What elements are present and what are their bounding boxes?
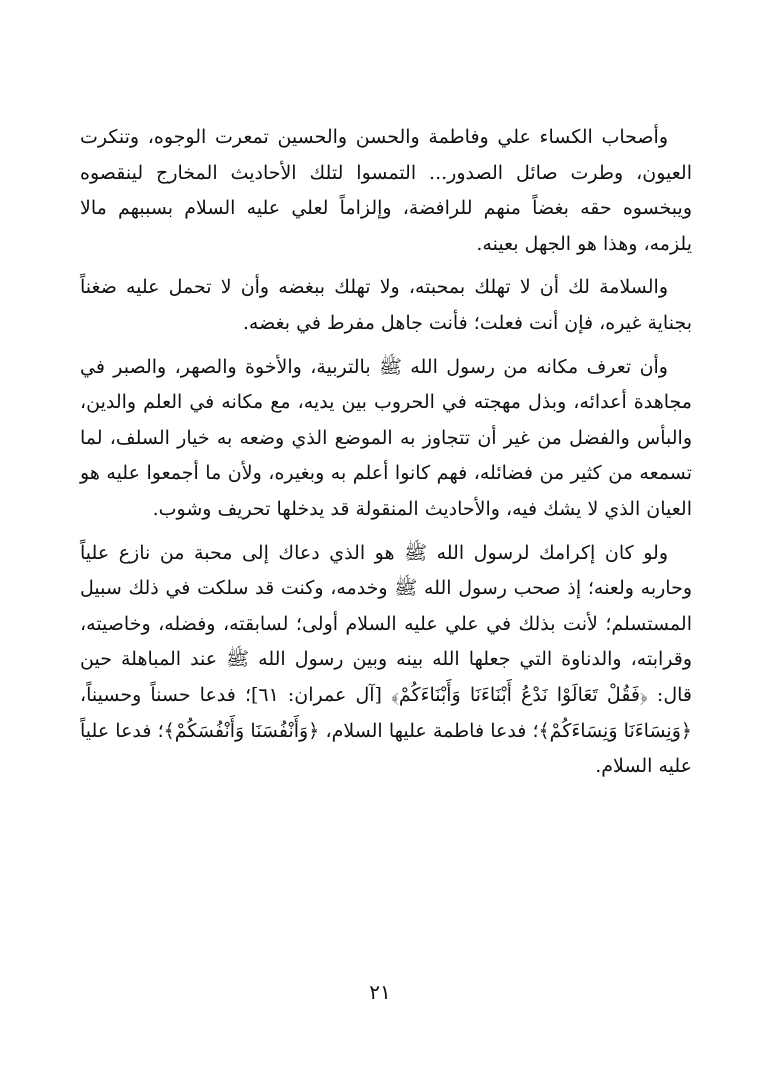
paragraph-1: وأصحاب الكساء علي وفاطمة والحسن والحسين تمعرت الوجوه، وتنكرت العيون، وطرت صائل الصدور... التمسوا لتلك الأحاديث المخارج لينقصوه ويبخسوه حقه بغضاً منهم للرافضة، وإلزاماً لعلي عليه السلام بسببهم مالا يلزمه، وهذا هو الجهل بعينه.: [80, 126, 692, 255]
paragraph-4: ولو كان إكرامك لرسول الله ﷺ هو الذي دعاك إلى محبة من نازع علياً وحاربه ولعنه؛ إذ صحب رسول الله ﷺ وخدمه، وكنت قد سلكت في ذلك سبيل المستسلم؛ لأنت بذلك في علي عليه السلام أولى؛ لسابقته، وفضله، وخاصيته، وقرابته، والدناوة التي جعلها الله بينه وبين رسول الله ﷺ عند المباهلة حين قال: ﴿فَقُلْ تَعَالَوْا نَدْعُ أَبْنَاءَنَا وَأَبْنَاءَكُمْ﴾ [آل عمران: ٦١]؛ فدعا حسناً وحسيناً، ﴿وَنِسَاءَنَا وَنِسَاءَكُمْ﴾؛ فدعا فاطمة عليها السلام، ﴿وَأَنْفُسَنَا وَأَنْفُسَكُمْ﴾؛ فدعا علياً عليه السلام.: [80, 541, 692, 778]
paragraph-3: وأن تعرف مكانه من رسول الله ﷺ بالتربية، والأخوة والصهر، والصبر في مجاهدة أعدائه، وبذل مهجته في الحروب بين يديه، مع مكانه في العلم والدين، والبأس والفضل من غير أن تتجاوز به الموضع الذي وضعه به خيار السلف، لما تسمعه من كثير من فضائله، فهم كانوا أعلم به وبغيره، ولأن ما أجمعوا عليه هو العيان الذي لا يشك فيه، والأحاديث المنقولة قد يدخلها تحريف وشوب.: [80, 355, 692, 520]
page-body: [80, 120, 692, 793]
page-number: ٢١: [369, 980, 391, 1004]
paragraph-2: والسلامة لك أن لا تهلك بمحبته، ولا تهلك ببغضه وأن لا تحمل عليه ضغناً بجناية غيره، فإن أنت فعلت؛ فأنت جاهل مفرط في بغضه.: [80, 276, 692, 334]
